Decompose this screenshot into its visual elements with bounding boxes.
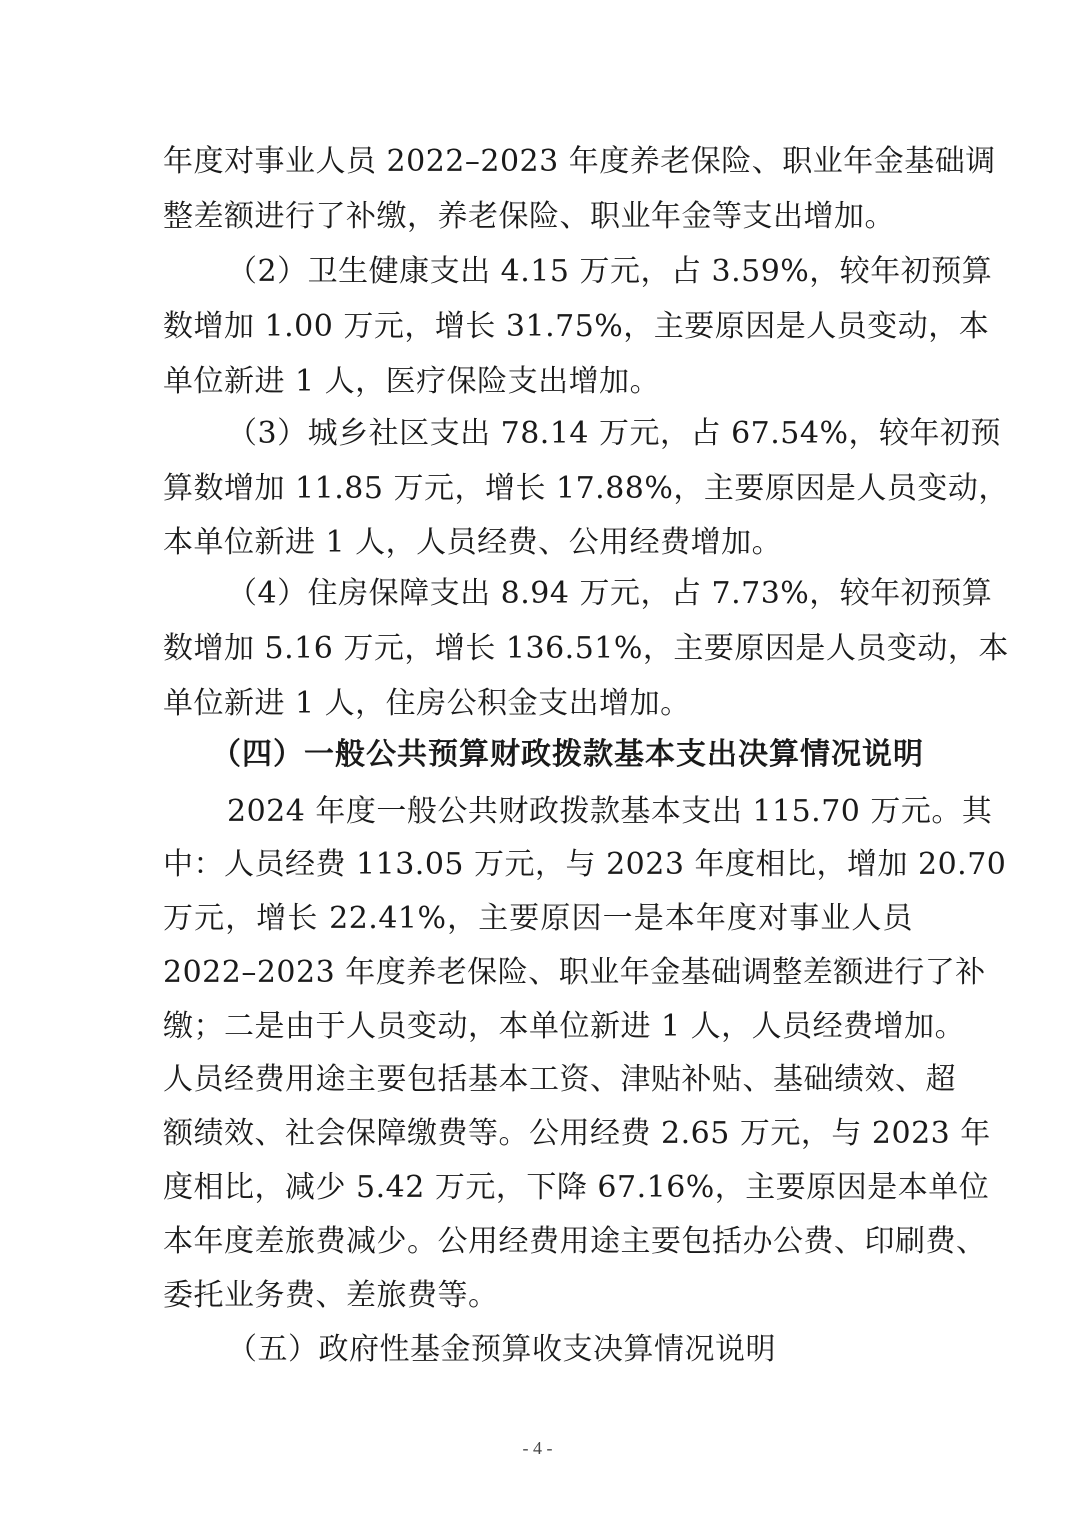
body-text-line: 年度对事业人员 2022–2023 年度养老保险、职业年金基础调 [163, 144, 996, 179]
body-text-line: 整差额进行了补缴，养老保险、职业年金等支出增加。 [163, 199, 895, 234]
body-text-line: 中：人员经费 113.05 万元，与 2023 年度相比，增加 20.70 [163, 847, 1007, 882]
body-text-line: 本单位新进 1 人，人员经费、公用经费增加。 [163, 525, 783, 560]
body-text-line: （2）卫生健康支出 4.15 万元，占 3.59%，较年初预算 [227, 254, 993, 289]
body-text-line: 数增加 5.16 万元，增长 136.51%，主要原因是人员变动，本 [163, 631, 1009, 666]
body-text-line: 万元，增长 22.41%，主要原因一是本年度对事业人员 [163, 901, 913, 936]
body-text-line: （3）城乡社区支出 78.14 万元，占 67.54%，较年初预 [227, 416, 1001, 451]
body-text-line: 人员经费用途主要包括基本工资、津贴补贴、基础绩效、超 [163, 1062, 956, 1097]
body-text-line: 委托业务费、差旅费等。 [163, 1278, 499, 1313]
body-text-line: 算数增加 11.85 万元，增长 17.88%，主要原因是人员变动， [163, 471, 1009, 506]
body-text-line: 缴；二是由于人员变动，本单位新进 1 人，人员经费增加。 [163, 1009, 966, 1044]
body-text-line: 2022–2023 年度养老保险、职业年金基础调整差额进行了补 [163, 955, 986, 990]
body-text-line: （4）住房保障支出 8.94 万元，占 7.73%，较年初预算 [227, 576, 993, 611]
body-text-line: 本年度差旅费减少。公用经费用途主要包括办公费、印刷费、 [163, 1224, 987, 1259]
section-heading: （四）一般公共预算财政拨款基本支出决算情况说明 [211, 737, 924, 772]
body-text-line: 数增加 1.00 万元，增长 31.75%，主要原因是人员变动，本 [163, 309, 990, 344]
section-heading: （五）政府性基金预算收支决算情况说明 [227, 1332, 776, 1367]
body-text-line: 单位新进 1 人，住房公积金支出增加。 [163, 686, 691, 721]
body-text-line: 单位新进 1 人，医疗保险支出增加。 [163, 364, 661, 399]
body-text-line: 度相比，减少 5.42 万元，下降 67.16%，主要原因是本单位 [163, 1170, 990, 1205]
body-text-line: 额绩效、社会保障缴费等。公用经费 2.65 万元，与 2023 年 [163, 1116, 991, 1151]
body-text-line: 2024 年度一般公共财政拨款基本支出 115.70 万元。其 [227, 794, 993, 829]
page-number: - 4 - [522, 1438, 553, 1458]
